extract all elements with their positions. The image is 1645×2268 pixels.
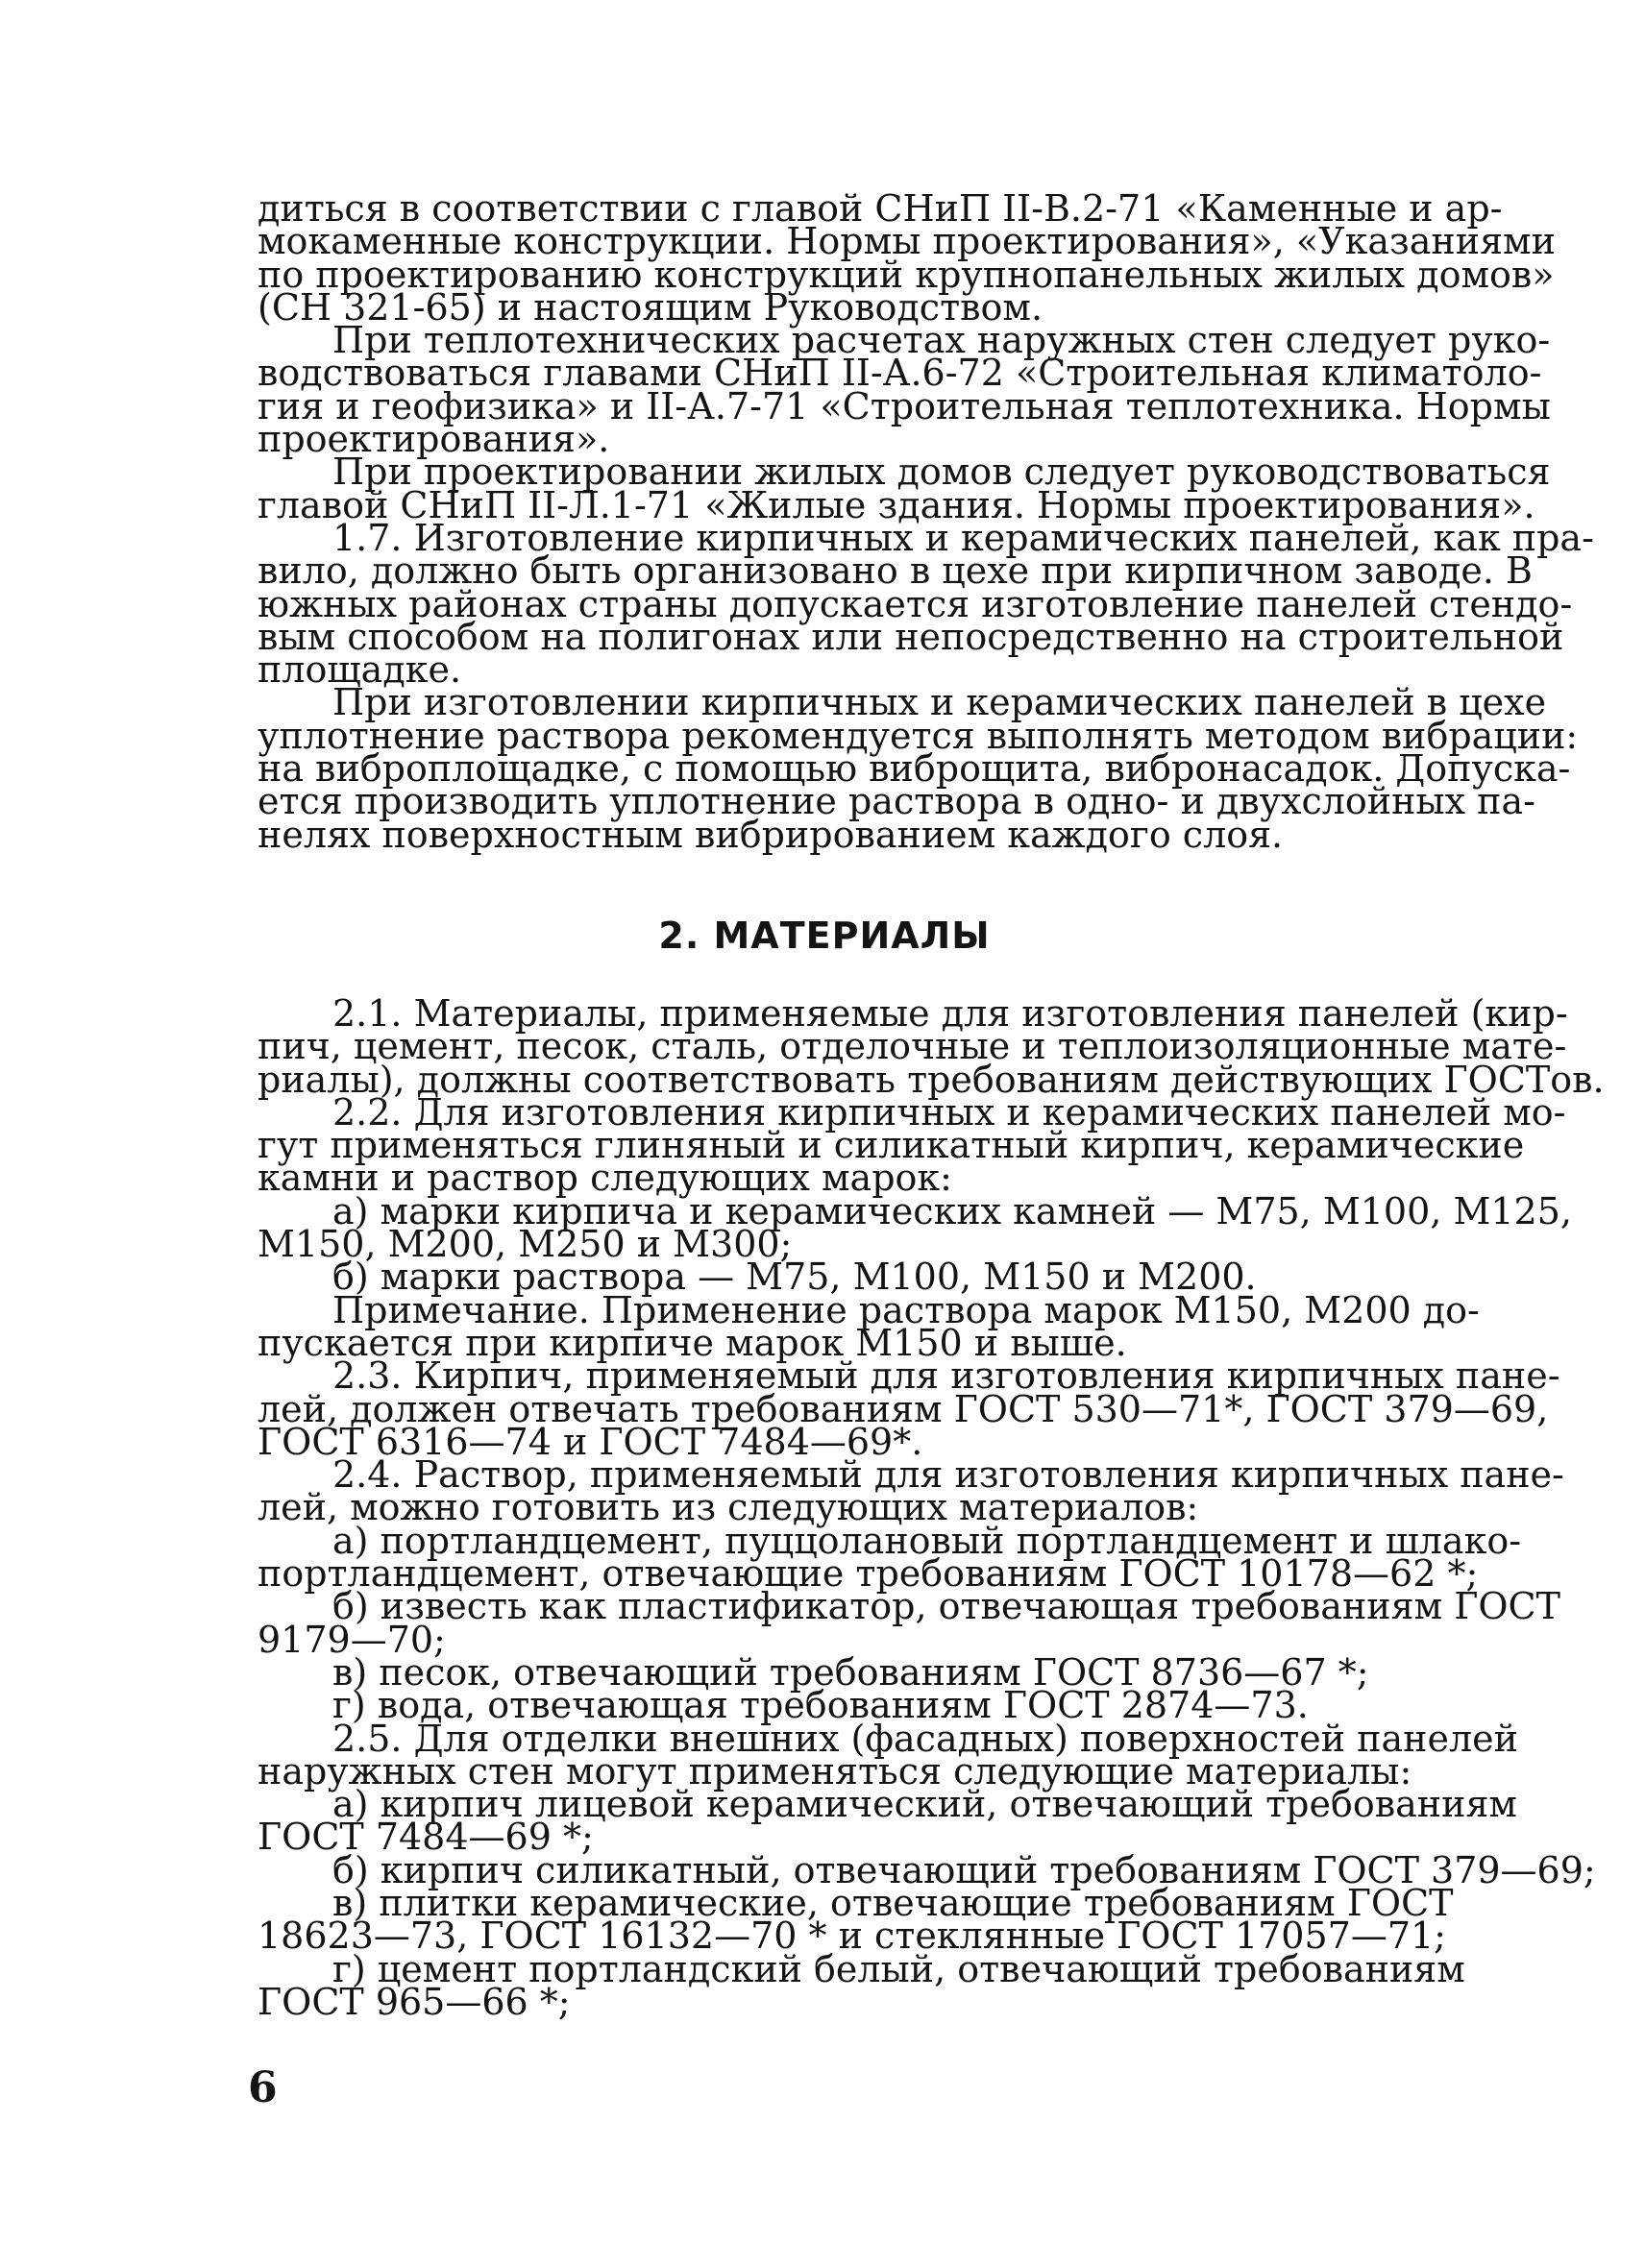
note-line: Примечание. Применение раствора марок М150, М200 до-: [332, 1288, 1480, 1331]
text-line: При проектировании жилых домов следует руководствоваться: [332, 451, 1551, 494]
intro-text-block: [258, 187, 1594, 856]
text-line: б) марки раствора — М75, М100, М150 и М200.: [332, 1256, 1257, 1299]
text-line: 2.2. Для изготовления кирпичных и керамических панелей мо-: [332, 1090, 1566, 1134]
text-line: 2.1. Материалы, применяемые для изготовления панелей (кир-: [332, 992, 1568, 1035]
text-line: южных районах страны допускается изготовление панелей стендо-: [258, 582, 1573, 625]
text-line: нелях поверхностным вибрированием каждого слоя.: [258, 813, 1284, 856]
text-line: 2.3. Кирпич, применяемый для изготовления кирпичных пане-: [332, 1354, 1560, 1398]
text-line: 1.7. Изготовление кирпичных и керамических панелей, как пра-: [332, 516, 1594, 559]
text-line: б) известь как пластификатор, отвечающая требованиям ГОСТ: [332, 1585, 1560, 1628]
text-line: диться в соответствии с главой СНиП II-В.2-71 «Каменные и ар-: [258, 187, 1503, 230]
text-line: М150, М200, М250 и М300;: [258, 1223, 793, 1266]
text-line: лей, можно готовить из следующих материалов:: [258, 1486, 1199, 1529]
text-line: 9179—70;: [258, 1618, 446, 1661]
text-line: б) кирпич силикатный, отвечающий требованиям ГОСТ 379—69;: [332, 1848, 1596, 1891]
text-line: наружных стен могут применяться следующие материалы:: [258, 1749, 1412, 1792]
text-line: уплотнение раствора рекомендуется выполнять методом вибрации:: [258, 714, 1579, 757]
page-number: 6: [248, 2063, 278, 2112]
text-line: лей, должен отвечать требованиям ГОСТ 530—71*, ГОСТ 379—69,: [258, 1387, 1549, 1430]
text-line: вым способом на полигонах или непосредственно на строительной: [258, 615, 1564, 658]
text-line: ГОСТ 7484—69 *;: [258, 1816, 594, 1859]
text-line: г) вода, отвечающая требованиям ГОСТ 2874—73.: [332, 1684, 1309, 1727]
text-line: ГОСТ 965—66 *;: [258, 1980, 571, 2023]
text-line: мокаменные конструкции. Нормы проектирования», «Указаниями: [258, 220, 1556, 263]
text-line: портландцемент, отвечающие требованиям ГОСТ 10178—62 *;: [258, 1552, 1479, 1596]
text-line: площадке.: [258, 648, 462, 692]
text-line: 2.4. Раствор, применяемый для изготовления кирпичных пане-: [332, 1453, 1564, 1497]
text-line: главой СНиП II-Л.1-71 «Жилые здания. Нормы проектирования».: [258, 483, 1535, 526]
text-line: на виброплощадке, с помощью виброщита, вибронасадок. Допуска-: [258, 747, 1571, 791]
text-line: 18623—73, ГОСТ 16132—70 * и стеклянные ГОСТ 17057—71;: [258, 1914, 1446, 1958]
text-line: по проектированию конструкций крупнопанельных жилых домов»: [258, 253, 1555, 296]
text-line: При изготовлении кирпичных и керамических панелей в цехе: [332, 681, 1547, 724]
text-line: ГОСТ 6316—74 и ГОСТ 7484—69*.: [258, 1420, 923, 1463]
text-line: ется производить уплотнение раствора в одно- и двухслойных па-: [258, 780, 1535, 823]
text-line: (СН 321-65) и настоящим Руководством.: [258, 285, 1043, 329]
text-line: При теплотехнических расчетах наружных стен следует руко-: [332, 319, 1551, 362]
text-line: риалы), должны соответствовать требованиям действующих ГОСТов.: [258, 1058, 1605, 1101]
text-line: пускается при кирпиче марок М150 и выше.: [258, 1321, 1127, 1364]
text-line: в) плитки керамические, отвечающие требованиям ГОСТ: [332, 1882, 1454, 1925]
text-line: проектирования».: [258, 418, 610, 461]
text-line: пич, цемент, песок, сталь, отделочные и теплоизоляционные мате-: [258, 1025, 1567, 1068]
text-line: гут применяться глиняный и силикатный кирпич, керамические: [258, 1124, 1525, 1167]
text-line: в) песок, отвечающий требованиям ГОСТ 8736—67 *;: [332, 1650, 1369, 1694]
text-line: гия и геофизика» и II-А.7-71 «Строительная теплотехника. Нормы: [258, 384, 1551, 427]
text-line: а) портландцемент, пуццолановый портландцемент и шлако-: [332, 1519, 1522, 1562]
text-line: камни и раствор следующих марок:: [258, 1157, 952, 1200]
text-line: вило, должно быть организовано в цехе при кирпичном заводе. В: [258, 549, 1533, 593]
text-line: а) марки кирпича и керамических камней — М75, М100, М125,: [332, 1189, 1572, 1232]
section-heading: 2. МАТЕРИАЛЫ: [658, 915, 991, 957]
text-line: 2.5. Для отделки внешних (фасадных) поверхностей панелей: [332, 1717, 1518, 1760]
text-line: а) кирпич лицевой керамический, отвечающий требованиям: [332, 1783, 1517, 1826]
materials-text-block: [258, 992, 1605, 2023]
text-line: водствоваться главами СНиП II-А.6-72 «Строительная климатоло-: [258, 352, 1542, 395]
text-line: г) цемент портландский белый, отвечающий требованиям: [332, 1947, 1465, 1990]
